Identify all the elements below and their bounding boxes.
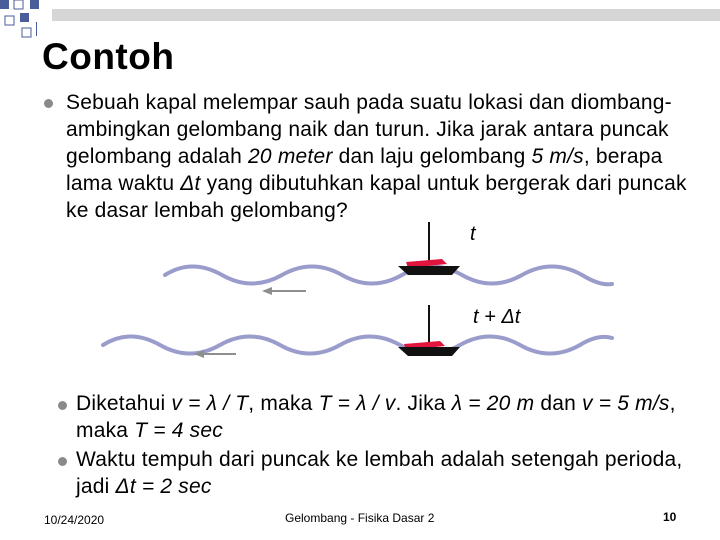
- bullet-point: [58, 401, 67, 410]
- boat-hull: [398, 266, 460, 275]
- problem-text: Sebuah kapal melempar sauh pada suatu lokasi dan diombang-ambingkan gelombang naik dan turun. Jika jarak antara puncak gelombang adalah 20 meter dan laju gelombang 5 m/s, berapa lama waktu Δt yang dibutuhkan kapal untuk bergerak dari puncak ke dasar lembah gelombang?: [66, 91, 687, 222]
- footer-date: 10/24/2020: [44, 513, 105, 527]
- time-label-t-plus-dt: t + Δt: [473, 306, 521, 328]
- boat-hull: [398, 347, 460, 356]
- time-label-t: t: [470, 223, 476, 245]
- footer-title: Gelombang - Fisika Dasar 2: [285, 511, 435, 525]
- wave-top: [165, 267, 612, 285]
- bullet-point: [58, 457, 67, 466]
- wave-bottom: [103, 337, 612, 354]
- arrow-head-icon: [262, 287, 272, 295]
- solution-line-2: Waktu tempuh dari puncak ke lembah adalah setengah perioda, jadi Δt = 2 sec: [76, 448, 683, 498]
- solution-line-1: Diketahui v = λ / T, maka T = λ / v. Jika λ = 20 m dan v = 5 m/s, maka T = 4 sec: [76, 392, 676, 442]
- slide-title: Contoh: [42, 36, 175, 77]
- page-number: 10: [663, 510, 677, 524]
